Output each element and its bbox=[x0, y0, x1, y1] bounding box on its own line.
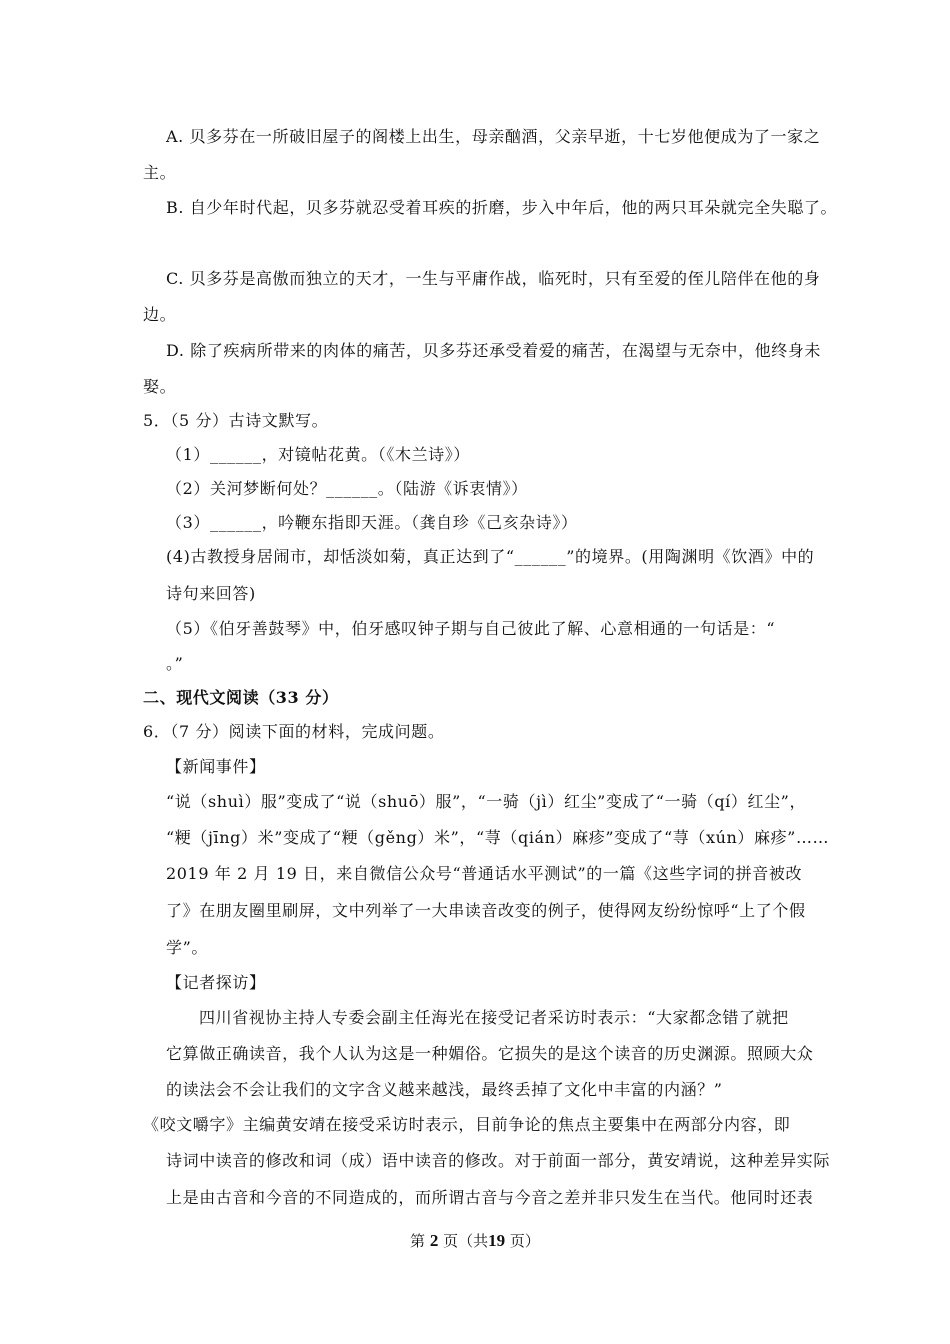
news-event-tag: 【新闻事件】 bbox=[166, 757, 266, 776]
option-a-line-1: A. 贝多芬在一所破旧屋子的阁楼上出生，母亲酗酒，父亲早逝，十七岁他便成为了一家之 bbox=[166, 127, 821, 146]
question-5-item-4-line-2: 诗句来回答) bbox=[166, 584, 256, 603]
footer-page-number: 2 bbox=[429, 1231, 439, 1250]
footer-middle: 页（共 bbox=[443, 1232, 489, 1250]
news-line-1: “说（shuì）服”变成了“说（shuō）服”，“一骑（jì）红尘”变成了“一骑（qí）红尘”， bbox=[166, 792, 807, 811]
option-d-line-1: D. 除了疾病所带来的肉体的痛苦，贝多芬还承受着爱的痛苦，在渴望与无奈中，他终身未 bbox=[166, 341, 822, 360]
news-line-5: 学”。 bbox=[166, 938, 208, 957]
footer-suffix: 页） bbox=[509, 1232, 540, 1250]
news-line-4: 了》在朋友圈里刷屏，文中列举了一大串读音改变的例子，使得网友纷纷惊呼“上了个假 bbox=[166, 901, 806, 920]
option-b-line-1: B. 自少年时代起，贝多芬就忍受着耳疾的折磨，步入中年后，他的两只耳朵就完全失聪了。 bbox=[166, 198, 838, 217]
question-5-item-1: （1）______，对镜帖花黄。（《木兰诗》） bbox=[166, 445, 470, 464]
reporter-line-6: 上是由古音和今音的不同造成的，而所谓古音与今音之差并非只发生在当代。他同时还表 bbox=[166, 1188, 814, 1207]
question-5-item-2: （2）关河梦断何处？______。（陆游《诉衷情》） bbox=[166, 479, 528, 498]
option-c-line-2: 边。 bbox=[143, 305, 177, 324]
footer-total-pages: 19 bbox=[488, 1231, 506, 1250]
news-line-3: 2019 年 2 月 19 日，来自微信公众号“普通话水平测试”的一篇《这些字词的拼音被改 bbox=[166, 864, 803, 883]
reporter-line-4: 《咬文嚼字》主编黄安靖在接受采访时表示，目前争论的焦点主要集中在两部分内容，即 bbox=[143, 1115, 791, 1134]
question-5-item-3: （3）______，吟鞭东指即天涯。（龚自珍《己亥杂诗》） bbox=[166, 513, 578, 532]
reporter-line-2: 它算做正确读音，我个人认为这是一种媚俗。它损失的是这个读音的历史渊源。照顾大众 bbox=[166, 1044, 814, 1063]
option-c-line-1: C. 贝多芬是高傲而独立的天才，一生与平庸作战，临死时，只有至爱的侄儿陪伴在他的身 bbox=[166, 269, 821, 288]
reporter-line-1: 四川省视协主持人专委会副主任海光在接受记者采访时表示：“大家都念错了就把 bbox=[199, 1008, 789, 1027]
question-5-item-5-line-1: （5）《伯牙善鼓琴》中，伯牙感叹钟子期与自己彼此了解、心意相通的一句话是：“ bbox=[166, 619, 776, 638]
question-5-stem: 5．（5 分）古诗文默写。 bbox=[143, 411, 329, 430]
option-d-line-2: 娶。 bbox=[143, 377, 177, 396]
reporter-line-5: 诗词中读音的修改和词（成）语中读音的修改。对于前面一部分，黄安靖说，这种差异实际 bbox=[166, 1151, 831, 1170]
section-2-heading: 二、现代文阅读（33 分） bbox=[143, 688, 339, 707]
page-footer bbox=[0, 1231, 950, 1251]
reporter-line-3: 的读法会不会让我们的文字含义越来越浅，最终丢掉了文化中丰富的内涵？” bbox=[166, 1080, 723, 1099]
news-line-2: “粳（jīng）米”变成了“粳（gěng）米”，“荨（qián）麻疹”变成了“荨（xún）麻疹”…… bbox=[166, 828, 830, 847]
option-a-line-2: 主。 bbox=[143, 163, 177, 182]
question-5-item-5-line-2: 。” bbox=[166, 654, 184, 673]
question-6-stem: 6．（7 分）阅读下面的材料，完成问题。 bbox=[143, 722, 445, 741]
footer-prefix: 第 bbox=[410, 1232, 426, 1250]
question-5-item-4-line-1: (4)古教授身居闹市，却恬淡如菊，真正达到了“______”的境界。(用陶渊明《饮酒》中的 bbox=[166, 547, 815, 566]
reporter-tag: 【记者探访】 bbox=[166, 973, 266, 992]
